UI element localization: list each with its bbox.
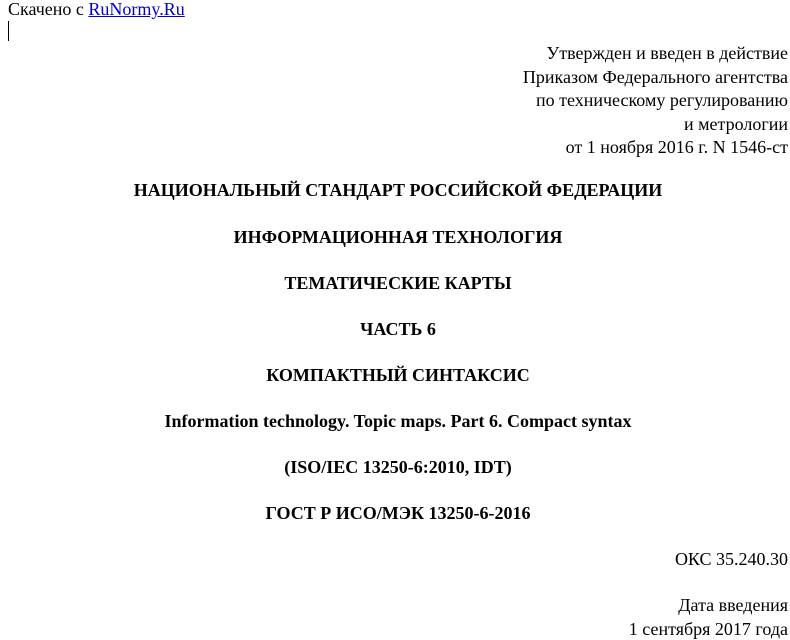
- download-source-line: [8, 0, 185, 19]
- download-source-prefix: Скачено с: [8, 0, 84, 19]
- english-title: Information technology. Topic maps. Part 6. Compact syntax: [164, 411, 632, 431]
- approval-line-4: и метрологии: [684, 113, 788, 134]
- oks-classification: ОКС 35.240.30: [674, 549, 788, 569]
- title-line-part: ЧАСТЬ 6: [360, 319, 436, 339]
- title-line-information-technology: ИНФОРМАЦИОННАЯ ТЕХНОЛОГИЯ: [233, 227, 563, 247]
- iso-reference: (ISO/IEC 13250-6:2010, IDT): [284, 457, 512, 477]
- title-line-topic-maps: ТЕМАТИЧЕСКИЕ КАРТЫ: [284, 273, 512, 293]
- standard-designation: ГОСТ Р ИСО/МЭК 13250-6-2016: [265, 503, 531, 523]
- approval-line-3: по техническому регулированию: [535, 90, 788, 111]
- runormy-link[interactable]: RuNormy.Ru: [88, 0, 185, 19]
- intro-date-label: Дата введения: [678, 595, 788, 615]
- approval-line-2: Приказом Федерального агентства: [522, 66, 788, 87]
- approval-block: [523, 42, 788, 160]
- approval-line-1: Утвержден и введен в действие: [546, 43, 788, 63]
- intro-date-value: 1 сентября 2017 года: [628, 619, 788, 639]
- title-line-compact-syntax: КОМПАКТНЫЙ СИНТАКСИС: [266, 365, 530, 385]
- standard-type-heading: НАЦИОНАЛЬНЫЙ СТАНДАРТ РОССИЙСКОЙ ФЕДЕРАЦИИ: [133, 180, 663, 200]
- text-cursor: [8, 21, 9, 41]
- approval-line-5: от 1 ноября 2016 г. N 1546-ст: [565, 137, 788, 158]
